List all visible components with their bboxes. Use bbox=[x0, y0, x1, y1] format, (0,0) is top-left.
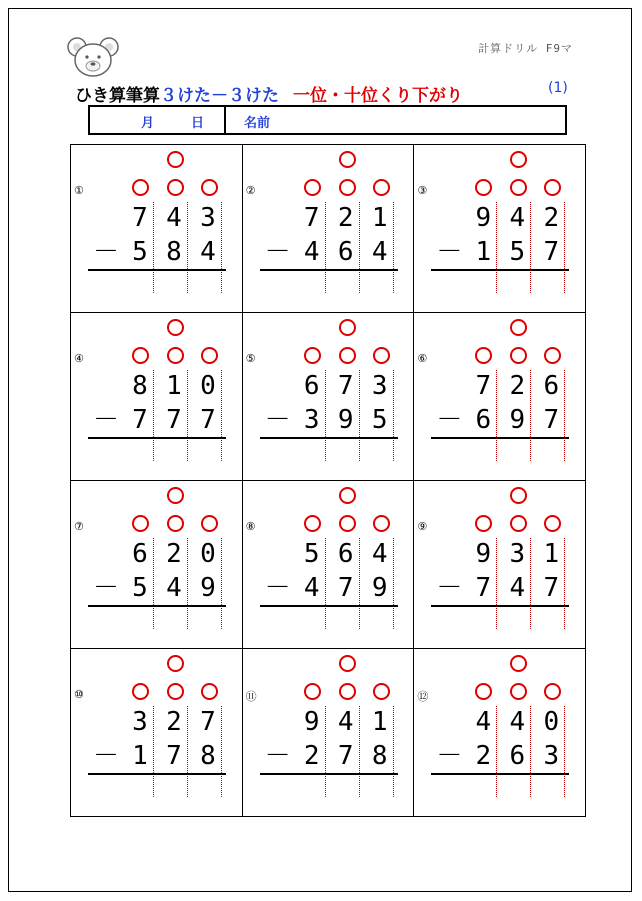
borrow-circle[interactable] bbox=[201, 683, 218, 700]
problem-number: ③ bbox=[417, 184, 428, 197]
answer-line bbox=[88, 773, 226, 775]
answer-line bbox=[88, 605, 226, 607]
borrow-circle[interactable] bbox=[132, 683, 149, 700]
borrow-circle[interactable] bbox=[167, 655, 184, 672]
borrow-circle[interactable] bbox=[304, 515, 321, 532]
answer-line bbox=[260, 269, 398, 271]
subtrahend-digit: 7 bbox=[166, 741, 182, 771]
borrow-circle[interactable] bbox=[167, 319, 184, 336]
problem-number: ⑨ bbox=[417, 520, 428, 533]
subtrahend-digit: 7 bbox=[543, 573, 560, 603]
subtrahend-digit: 9 bbox=[509, 405, 526, 435]
minus-sign: － bbox=[92, 741, 119, 771]
borrow-circle[interactable] bbox=[167, 347, 184, 364]
minuend-digit: 4 bbox=[509, 203, 526, 233]
minuend-digit: 0 bbox=[543, 707, 560, 737]
minuend-digit: 6 bbox=[303, 371, 320, 401]
subtrahend-digit: 8 bbox=[200, 741, 216, 771]
minuend-digit: 4 bbox=[337, 707, 354, 737]
borrow-circle[interactable] bbox=[475, 515, 492, 532]
borrow-circle[interactable] bbox=[167, 179, 184, 196]
problem-cell bbox=[243, 649, 415, 817]
answer-line bbox=[260, 773, 398, 775]
borrow-circle[interactable] bbox=[510, 151, 527, 168]
problem-cell bbox=[243, 145, 415, 313]
subtrahend-digit: 7 bbox=[166, 405, 182, 435]
problem-cell bbox=[243, 481, 415, 649]
subtrahend-digit: 9 bbox=[337, 405, 354, 435]
minuend-digit: 7 bbox=[200, 707, 216, 737]
borrow-circle[interactable] bbox=[373, 683, 390, 700]
borrow-circle[interactable] bbox=[544, 515, 561, 532]
minuend-digit: 1 bbox=[166, 371, 182, 401]
subtrahend-digit: 4 bbox=[371, 237, 388, 267]
minuend-digit: 2 bbox=[166, 539, 182, 569]
problem-cell bbox=[71, 313, 243, 481]
answer-line bbox=[88, 437, 226, 439]
minuend-digit: 1 bbox=[543, 539, 560, 569]
subtrahend-digit: 3 bbox=[543, 741, 560, 771]
borrow-circle[interactable] bbox=[544, 179, 561, 196]
subtrahend-digit: 6 bbox=[509, 741, 526, 771]
minuend-digit: 5 bbox=[303, 539, 320, 569]
minus-sign: － bbox=[436, 237, 463, 267]
borrow-circle[interactable] bbox=[544, 347, 561, 364]
subtrahend-digit: 4 bbox=[303, 237, 320, 267]
borrow-circle[interactable] bbox=[510, 487, 527, 504]
subtrahend-digit: 5 bbox=[132, 573, 148, 603]
minus-sign: － bbox=[264, 741, 291, 771]
subtrahend-digit: 1 bbox=[132, 741, 148, 771]
subtrahend-digit: 4 bbox=[200, 237, 216, 267]
minuend-digit: 3 bbox=[371, 371, 388, 401]
borrow-circle[interactable] bbox=[132, 179, 149, 196]
problem-number: ② bbox=[245, 184, 256, 197]
borrow-circle[interactable] bbox=[339, 347, 356, 364]
minus-sign: － bbox=[264, 405, 291, 435]
minuend-digit: 2 bbox=[166, 707, 182, 737]
minus-sign: － bbox=[264, 237, 291, 267]
minuend-digit: 3 bbox=[200, 203, 216, 233]
minus-sign: － bbox=[92, 573, 119, 603]
borrow-circle[interactable] bbox=[132, 347, 149, 364]
answer-line bbox=[431, 773, 569, 775]
problem-cell bbox=[414, 649, 586, 817]
minuend-digit: 8 bbox=[132, 371, 148, 401]
problem-number: ④ bbox=[74, 352, 84, 365]
answer-line bbox=[88, 269, 226, 271]
minuend-digit: 0 bbox=[200, 371, 216, 401]
borrow-circle[interactable] bbox=[373, 179, 390, 196]
answer-line bbox=[260, 605, 398, 607]
problem-grid bbox=[70, 144, 586, 817]
minuend-digit: 7 bbox=[337, 371, 354, 401]
subtrahend-digit: 6 bbox=[475, 405, 492, 435]
title-borrow-type: 一位・十位くり下がり bbox=[293, 86, 463, 106]
minus-sign: － bbox=[436, 741, 463, 771]
answer-line bbox=[260, 437, 398, 439]
subtrahend-digit: 7 bbox=[475, 573, 492, 603]
title-main: ひき算筆算 bbox=[75, 86, 160, 106]
borrow-circle[interactable] bbox=[201, 179, 218, 196]
borrow-circle[interactable] bbox=[373, 347, 390, 364]
answer-line bbox=[431, 605, 569, 607]
name-date-box bbox=[88, 105, 567, 135]
subtrahend-digit: 8 bbox=[166, 237, 182, 267]
problem-number: ⑥ bbox=[417, 352, 428, 365]
borrow-circle[interactable] bbox=[510, 655, 527, 672]
minuend-digit: 7 bbox=[303, 203, 320, 233]
problem-cell bbox=[71, 145, 243, 313]
borrow-circle[interactable] bbox=[544, 683, 561, 700]
borrow-circle[interactable] bbox=[304, 179, 321, 196]
minuend-digit: 3 bbox=[509, 539, 526, 569]
borrow-circle[interactable] bbox=[132, 515, 149, 532]
minuend-digit: 6 bbox=[132, 539, 148, 569]
minus-sign: － bbox=[436, 573, 463, 603]
minuend-digit: 9 bbox=[303, 707, 320, 737]
borrow-circle[interactable] bbox=[510, 683, 527, 700]
problem-number: ⑫ bbox=[417, 690, 429, 703]
borrow-circle[interactable] bbox=[510, 515, 527, 532]
borrow-circle[interactable] bbox=[339, 655, 356, 672]
borrow-circle[interactable] bbox=[304, 683, 321, 700]
borrow-circle[interactable] bbox=[510, 347, 527, 364]
problem-number: ⑧ bbox=[245, 520, 256, 533]
subtrahend-digit: 4 bbox=[166, 573, 182, 603]
minus-sign: － bbox=[264, 573, 291, 603]
problem-cell bbox=[71, 649, 243, 817]
borrow-circle[interactable] bbox=[475, 683, 492, 700]
subtrahend-digit: 7 bbox=[132, 405, 148, 435]
bear-face-icon bbox=[66, 36, 120, 78]
worksheet-title bbox=[75, 81, 463, 106]
borrow-circle[interactable] bbox=[339, 487, 356, 504]
month-label: 月 bbox=[141, 116, 155, 131]
title-digits: ３けた－３けた bbox=[160, 86, 279, 106]
name-box-divider bbox=[224, 107, 226, 133]
borrow-circle[interactable] bbox=[510, 319, 527, 336]
problem-cell bbox=[243, 313, 415, 481]
subtrahend-digit: 2 bbox=[475, 741, 492, 771]
day-label: 日 bbox=[191, 116, 205, 131]
subtrahend-digit: 4 bbox=[303, 573, 320, 603]
subtrahend-digit: 3 bbox=[303, 405, 320, 435]
borrow-circle[interactable] bbox=[373, 515, 390, 532]
minuend-digit: 6 bbox=[337, 539, 354, 569]
minuend-digit: 3 bbox=[132, 707, 148, 737]
borrow-circle[interactable] bbox=[304, 347, 321, 364]
borrow-circle[interactable] bbox=[339, 515, 356, 532]
minuend-digit: 1 bbox=[371, 203, 388, 233]
problem-number: ⑦ bbox=[74, 520, 84, 533]
minuend-digit: 2 bbox=[543, 203, 560, 233]
subtrahend-digit: 7 bbox=[337, 741, 354, 771]
borrow-circle[interactable] bbox=[201, 347, 218, 364]
borrow-circle[interactable] bbox=[339, 179, 356, 196]
borrow-circle[interactable] bbox=[339, 151, 356, 168]
minuend-digit: 9 bbox=[475, 203, 492, 233]
worksheet-page bbox=[8, 8, 632, 892]
minuend-digit: 9 bbox=[475, 539, 492, 569]
borrow-circle[interactable] bbox=[339, 683, 356, 700]
drill-code: 計算ドリル F9マ bbox=[478, 42, 573, 55]
minuend-digit: 4 bbox=[166, 203, 182, 233]
minuend-digit: 7 bbox=[132, 203, 148, 233]
problem-number: ⑤ bbox=[245, 352, 256, 365]
subtrahend-digit: 9 bbox=[371, 573, 388, 603]
problem-cell bbox=[414, 481, 586, 649]
borrow-circle[interactable] bbox=[475, 347, 492, 364]
problem-number: ⑩ bbox=[74, 688, 84, 701]
subtrahend-digit: 5 bbox=[509, 237, 526, 267]
problem-number: ① bbox=[74, 184, 84, 197]
borrow-circle[interactable] bbox=[475, 179, 492, 196]
subtrahend-digit: 4 bbox=[509, 573, 526, 603]
answer-line bbox=[431, 269, 569, 271]
subtrahend-digit: 7 bbox=[543, 237, 560, 267]
problem-cell bbox=[414, 145, 586, 313]
minuend-digit: 1 bbox=[371, 707, 388, 737]
minuend-digit: 0 bbox=[200, 539, 216, 569]
subtrahend-digit: 1 bbox=[475, 237, 492, 267]
problem-cell bbox=[414, 313, 586, 481]
sheet-number: (1) bbox=[548, 80, 568, 96]
minus-sign: － bbox=[436, 405, 463, 435]
subtrahend-digit: 7 bbox=[337, 573, 354, 603]
problem-number: ⑪ bbox=[245, 690, 257, 703]
minuend-digit: 4 bbox=[371, 539, 388, 569]
borrow-circle[interactable] bbox=[167, 683, 184, 700]
name-label: 名前 bbox=[244, 116, 271, 131]
subtrahend-digit: 9 bbox=[200, 573, 216, 603]
minus-sign: － bbox=[92, 405, 119, 435]
borrow-circle[interactable] bbox=[167, 151, 184, 168]
subtrahend-digit: 5 bbox=[371, 405, 388, 435]
minus-sign: － bbox=[92, 237, 119, 267]
subtrahend-digit: 6 bbox=[337, 237, 354, 267]
borrow-circle[interactable] bbox=[167, 487, 184, 504]
minuend-digit: 7 bbox=[475, 371, 492, 401]
subtrahend-digit: 8 bbox=[371, 741, 388, 771]
minuend-digit: 2 bbox=[509, 371, 526, 401]
borrow-circle[interactable] bbox=[510, 179, 527, 196]
borrow-circle[interactable] bbox=[167, 515, 184, 532]
problem-cell bbox=[71, 481, 243, 649]
subtrahend-digit: 7 bbox=[200, 405, 216, 435]
borrow-circle[interactable] bbox=[339, 319, 356, 336]
minuend-digit: 6 bbox=[543, 371, 560, 401]
subtrahend-digit: 7 bbox=[543, 405, 560, 435]
minuend-digit: 2 bbox=[337, 203, 354, 233]
subtrahend-digit: 5 bbox=[132, 237, 148, 267]
subtrahend-digit: 2 bbox=[303, 741, 320, 771]
answer-line bbox=[431, 437, 569, 439]
minuend-digit: 4 bbox=[509, 707, 526, 737]
borrow-circle[interactable] bbox=[201, 515, 218, 532]
minuend-digit: 4 bbox=[475, 707, 492, 737]
